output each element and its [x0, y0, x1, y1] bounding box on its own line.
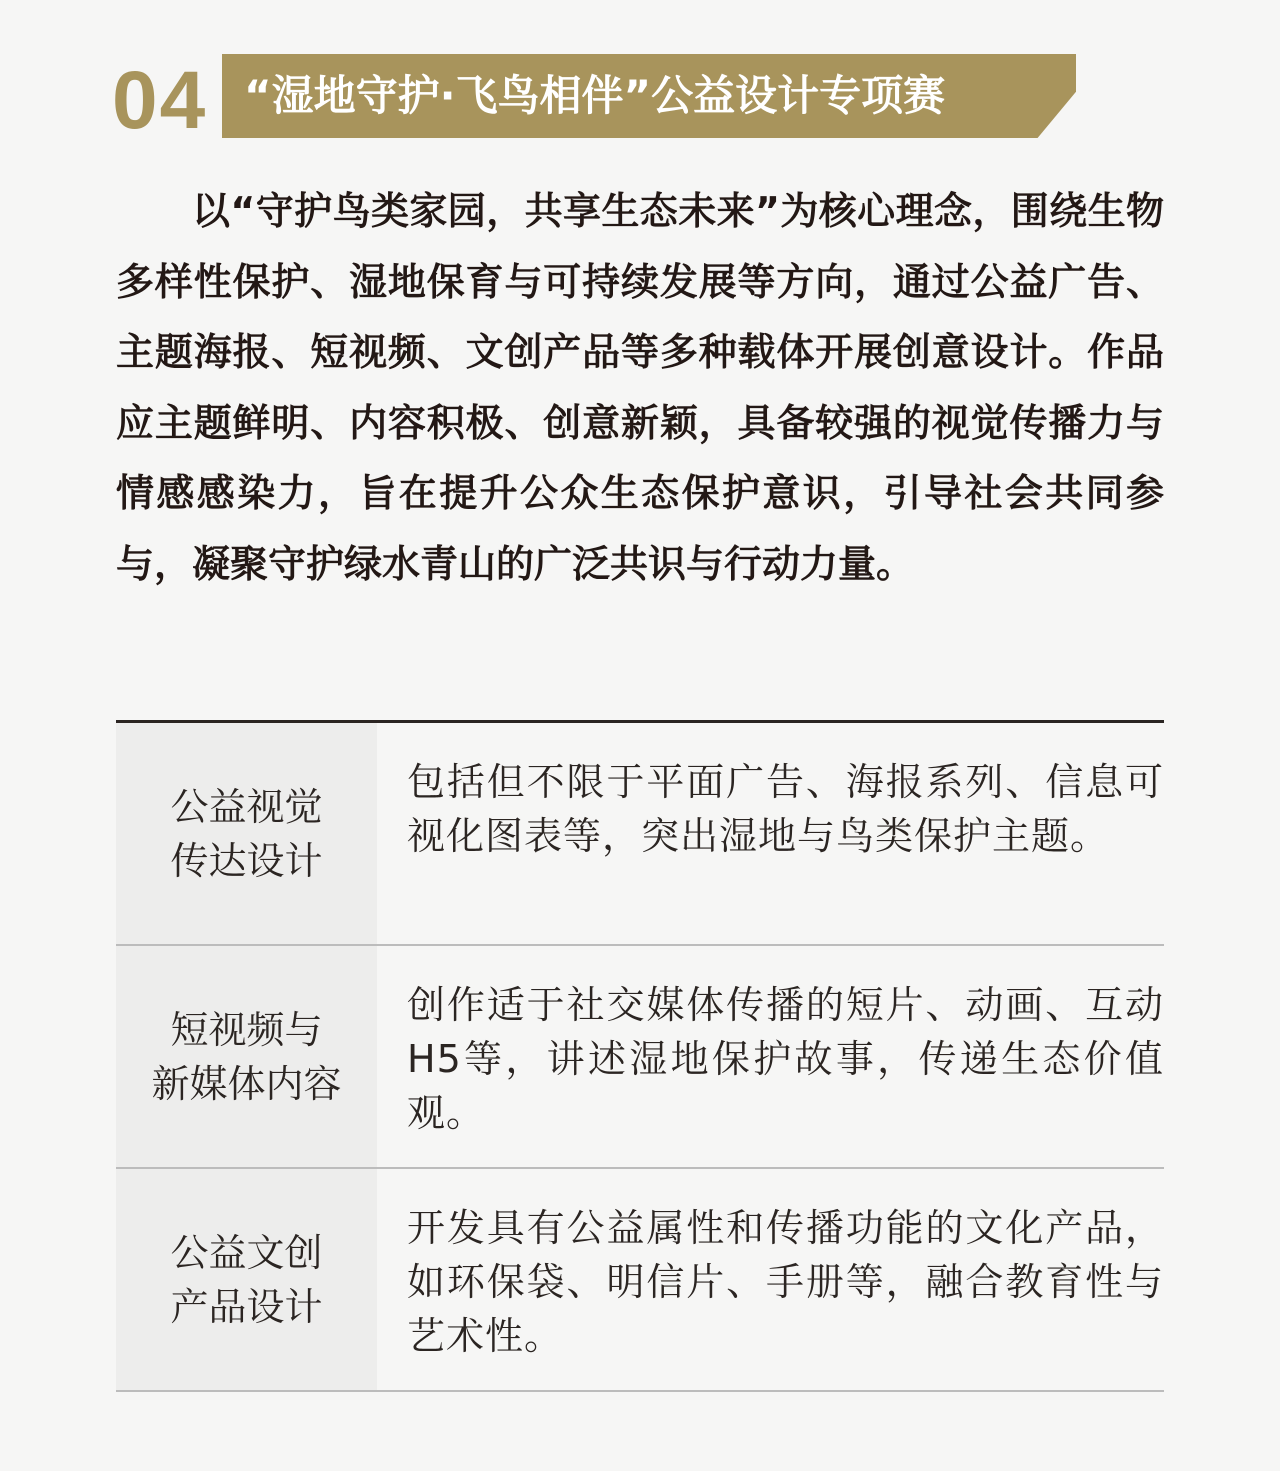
intro-paragraph: 以“守护鸟类家园，共享生态未来”为核心理念，围绕生物多样性保护、湿地保育与可持续发展等方向，通过公益广告、主题海报、短视频、文创产品等多种载体开展创意设计。作品应主题鲜明、内容积极、创意新颖，具备较强的视觉传播力与情感感染力，旨在提升公众生态保护意识，引导社会共同参与，凝聚守护绿水青山的广泛共识与行动力量。	[116, 189, 1164, 586]
category-label-line: 传达设计	[170, 838, 323, 883]
category-label-line: 新媒体内容	[151, 1061, 342, 1106]
category-label	[116, 1169, 377, 1390]
table-row	[116, 946, 1164, 1169]
category-description: 创作适于社交媒体传播的短片、动画、互动H5等，讲述湿地保护故事，传递生态价值观。	[407, 983, 1164, 1135]
category-label	[116, 946, 377, 1167]
table-row	[116, 1169, 1164, 1392]
category-label-line: 短视频与	[170, 1007, 323, 1052]
section-title: “湿地守护·飞鸟相伴”公益设计专项赛	[244, 71, 946, 120]
section-number: 04	[112, 55, 208, 146]
category-description: 开发具有公益属性和传播功能的文化产品，如环保袋、明信片、手册等，融合教育性与艺术性。	[407, 1206, 1164, 1358]
category-label	[116, 723, 377, 944]
category-table	[116, 720, 1164, 1392]
category-description: 包括但不限于平面广告、海报系列、信息可视化图表等，突出湿地与鸟类保护主题。	[407, 760, 1164, 858]
category-label-line: 公益文创	[170, 1230, 323, 1275]
category-label-line: 公益视觉	[170, 784, 323, 829]
category-label-line: 产品设计	[170, 1284, 323, 1329]
table-row	[116, 723, 1164, 946]
